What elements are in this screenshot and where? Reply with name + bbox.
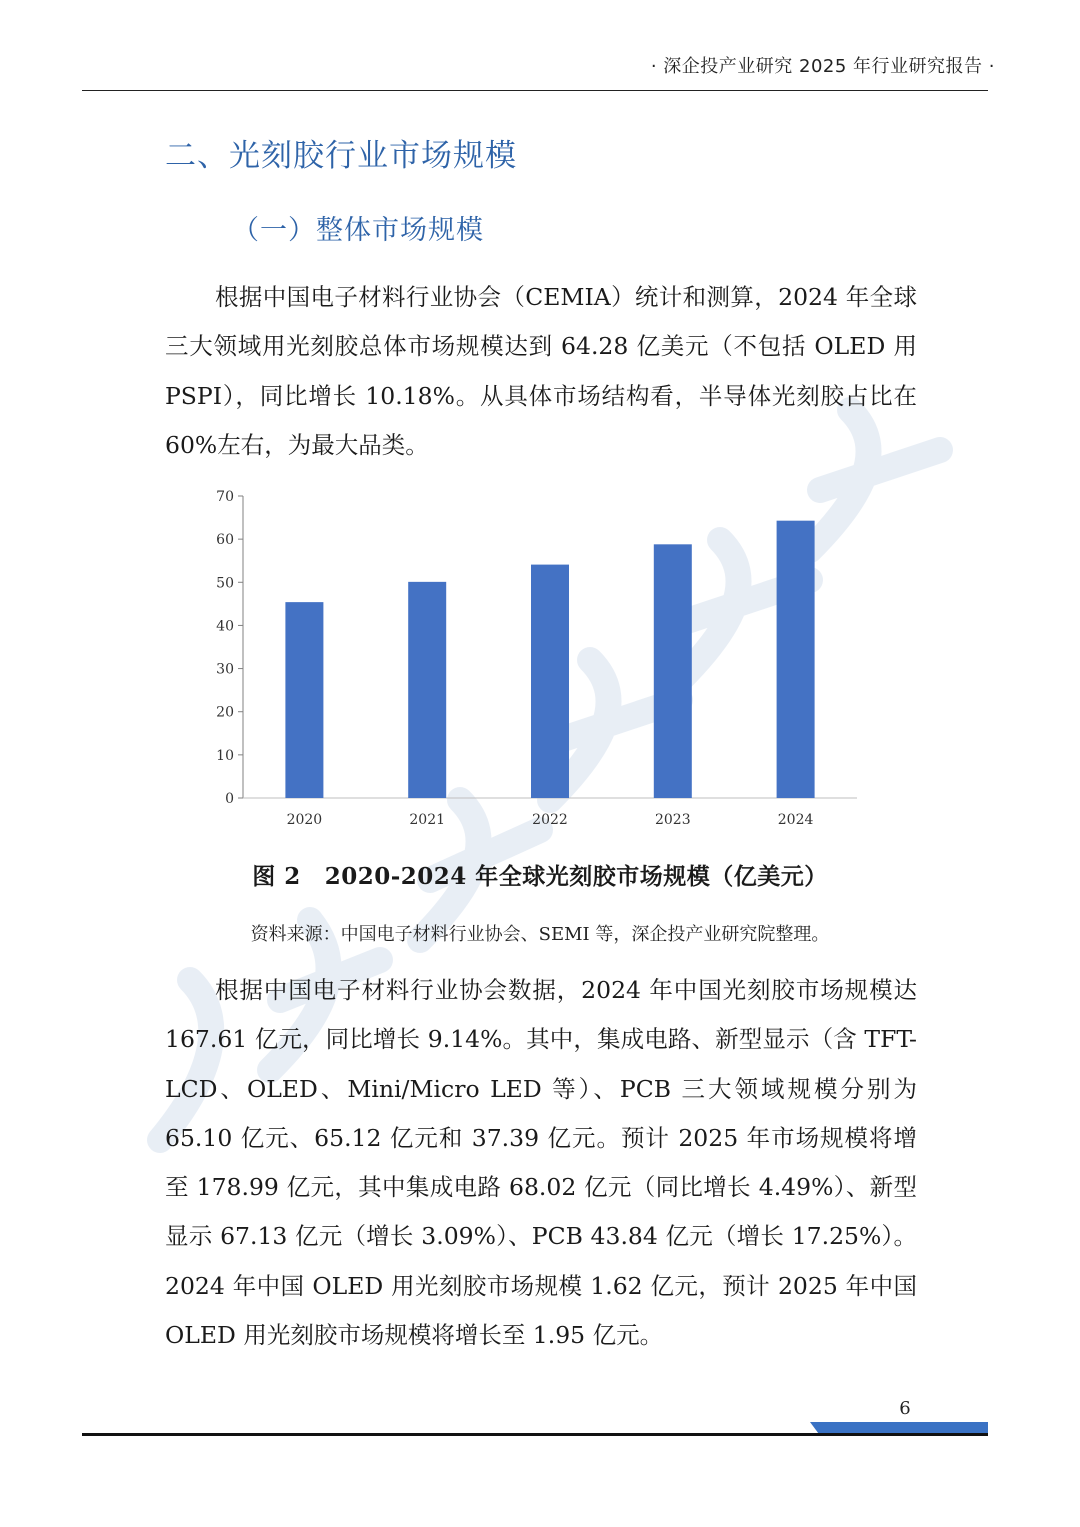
- bar-chart: [195, 478, 875, 838]
- body-paragraph-1: 根据中国电子材料行业协会（CEMIA）统计和测算，2024 年全球三大领域用光刻胶总体市场规模达到 64.28 亿美元（不包括 OLED 用 PSPI），同比增长 10.18%。从具体市场结构看，半导体光刻胶占比在 60%左右，为最大品类。: [165, 283, 917, 459]
- x-tick-label: 2022: [532, 812, 568, 828]
- figure-number: 图 2: [252, 863, 301, 890]
- figure-caption: [0, 858, 1080, 891]
- y-tick-label: 0: [225, 791, 234, 807]
- bar: [777, 521, 815, 798]
- body-paragraph-2: 根据中国电子材料行业协会数据，2024 年中国光刻胶市场规模达 167.61 亿元，同比增长 9.14%。其中，集成电路、新型显示（含 TFT-LCD、OLED、Mini/Micro LED 等）、PCB 三大领域规模分别为 65.10 亿元、65.12 亿元和 37.39 亿元。预计 2025 年市场规模将增至 178.99 亿元，其中集成电路 68.02 亿元（同比增长 4.49%）、新型显示 67.13 亿元（增长 3.09%）、PCB 43.84 亿元（增长 17.25%）。2024 年中国 OLED 用光刻胶市场规模 1.62 亿元，预计 2025 年中国 OLED 用光刻胶市场规模将增长至 1.95 亿元。: [165, 976, 917, 1350]
- bar: [408, 582, 446, 798]
- bar: [285, 602, 323, 798]
- y-tick-label: 10: [216, 747, 234, 764]
- x-tick-label: 2021: [409, 812, 446, 828]
- bar-chart-svg: [195, 478, 875, 838]
- y-tick-label: 30: [216, 661, 234, 678]
- y-tick-label: 60: [216, 532, 234, 549]
- x-tick-label: 2023: [654, 812, 691, 828]
- x-tick-label: 2024: [777, 812, 814, 828]
- y-tick-label: 70: [216, 489, 234, 505]
- running-header: · 深企投产业研究 2025 年行业研究报告 ·: [650, 56, 995, 77]
- y-tick-label: 20: [216, 704, 234, 721]
- bar: [531, 565, 569, 798]
- section-title: 二、光刻胶行业市场规模: [165, 138, 517, 174]
- figure-source: 资料来源：中国电子材料行业协会、SEMI 等，深企投产业研究院整理。: [250, 924, 830, 945]
- page-number: 6: [899, 1398, 911, 1419]
- subsection-title: （一）整体市场规模: [232, 215, 484, 246]
- footer-divider: [82, 1433, 988, 1436]
- figure-title: 2020-2024 年全球光刻胶市场规模（亿美元）: [324, 863, 828, 890]
- x-tick-label: 2020: [286, 812, 323, 828]
- header-divider: [82, 90, 988, 91]
- bar: [654, 544, 692, 798]
- y-tick-label: 40: [216, 618, 234, 635]
- y-tick-label: 50: [216, 575, 234, 592]
